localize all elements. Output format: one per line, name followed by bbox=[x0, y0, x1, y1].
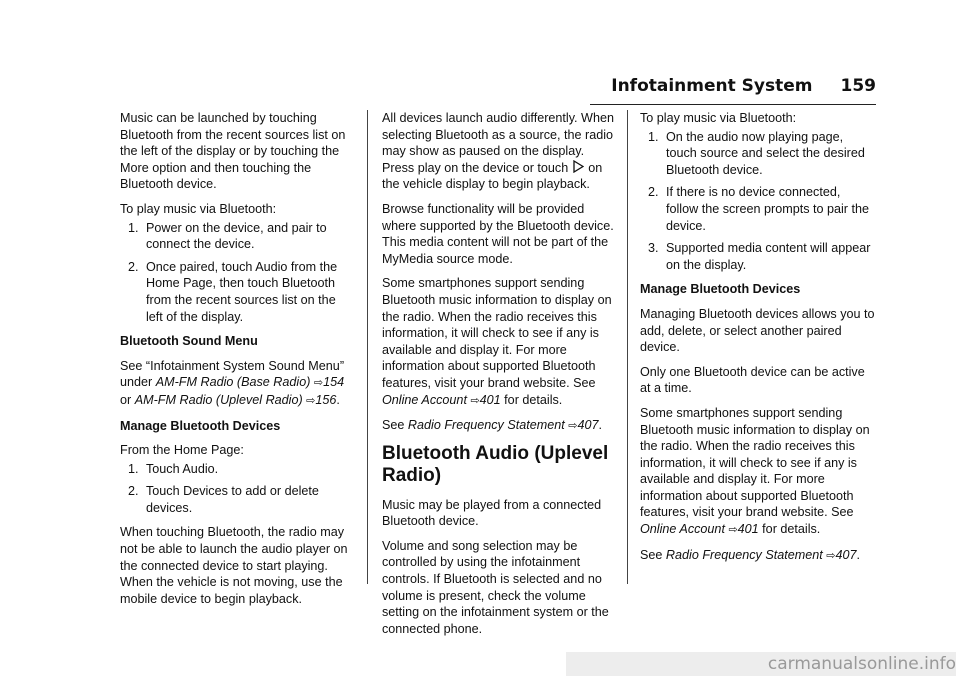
column-2 bbox=[382, 110, 616, 645]
steps-list bbox=[640, 129, 876, 274]
paragraph: See “Infotainment System Sound Menu” under AM-FM Radio (Base Radio) ⇨154 or AM-FM Radio (Uplevel Radio) ⇨156. bbox=[120, 358, 345, 407]
section-title: Infotainment System bbox=[611, 76, 813, 96]
paragraph: Music can be launched by touching Bluetooth from the recent sources list on the left of the display or by touching the More option and then touching the Bluetooth device. bbox=[120, 111, 346, 192]
paragraph: Only one Bluetooth device can be active at a time. bbox=[640, 364, 865, 396]
page-arrow-icon: ⇨ bbox=[728, 524, 738, 537]
paragraph: Music may be played from a connected Bluetooth device. bbox=[382, 497, 602, 529]
page-reference[interactable]: 154 bbox=[323, 375, 345, 390]
list-item: 2. Once paired, touch Audio from the Home Page, then touch Bluetooth from the recent sources list on the left of the display. bbox=[128, 259, 338, 324]
page-reference[interactable]: 401 bbox=[479, 392, 501, 407]
list-item: 3. Supported media content will appear on the display. bbox=[648, 241, 871, 272]
list-item: 2. If there is no device connected, follow the screen prompts to pair the device. bbox=[648, 185, 870, 233]
page-reference[interactable]: 156 bbox=[315, 392, 337, 407]
cross-reference-link[interactable]: Radio Frequency Statement bbox=[665, 547, 823, 562]
subheading: Manage Bluetooth Devices bbox=[120, 418, 281, 433]
header-rule bbox=[590, 104, 876, 105]
cross-reference-link[interactable]: AM-FM Radio (Base Radio) bbox=[155, 375, 311, 390]
page-arrow-icon: ⇨ bbox=[826, 549, 836, 562]
paragraph: From the Home Page: bbox=[120, 443, 244, 458]
page-arrow-icon: ⇨ bbox=[470, 394, 480, 407]
paragraph: When touching Bluetooth, the radio may not be able to launch the audio player on the connected device to start playing. When the vehicle is not moving, use the mobile device to begin playback. bbox=[120, 525, 348, 606]
page-header bbox=[600, 76, 876, 102]
paragraph: To play music via Bluetooth: bbox=[640, 111, 797, 125]
paragraph: See Radio Frequency Statement ⇨407. bbox=[382, 418, 602, 433]
cross-reference-link[interactable]: Online Account bbox=[382, 392, 467, 407]
paragraph: Some smartphones support sending Bluetooth music information to display on the radio. When the radio receives this information, it will check to see if any is available and display it. For more information about supported Bluetooth features, visit your brand website. See Online Account ⇨401 for details. bbox=[640, 405, 870, 537]
list-item: 2. Touch Devices to add or delete devices. bbox=[128, 484, 319, 515]
paragraph: Some smartphones support sending Bluetooth music information to display on the radio. When the radio receives this information, it will check to see if any is available and display it. For more information about supported Bluetooth features, visit your brand website. See Online Account ⇨401 for details. bbox=[382, 276, 612, 407]
column-divider-2 bbox=[627, 110, 628, 584]
page-reference[interactable]: 407 bbox=[577, 418, 599, 433]
column-3 bbox=[640, 110, 876, 572]
page-arrow-icon: ⇨ bbox=[306, 394, 316, 407]
page-number: 159 bbox=[840, 76, 876, 96]
list-item: 1. Touch Audio. bbox=[128, 461, 219, 476]
list-item: 1. On the audio now playing page, touch source and select the desired Bluetooth device. bbox=[648, 129, 865, 177]
cross-reference-link[interactable]: AM-FM Radio (Uplevel Radio) bbox=[134, 392, 303, 407]
paragraph: Browse functionality will be provided where supported by the Bluetooth device. This media content will not be part of the MyMedia source mode. bbox=[382, 201, 614, 266]
watermark-text: carmanualsonline.info bbox=[767, 654, 956, 674]
subheading: Manage Bluetooth Devices bbox=[640, 282, 801, 297]
steps-list bbox=[120, 461, 352, 517]
section-heading: Bluetooth Audio (Uplevel Radio) bbox=[382, 442, 609, 486]
paragraph: See Radio Frequency Statement ⇨407. bbox=[640, 547, 860, 562]
cross-reference-link[interactable]: Radio Frequency Statement bbox=[407, 418, 565, 433]
list-item: 1. Power on the device, and pair to connect the device. bbox=[128, 220, 327, 252]
paragraph: Volume and song selection may be controlled by using the infotainment controls. If Bluetooth is selected and no volume is present, check the volume setting on the infotainment system or the connected phone. bbox=[382, 538, 609, 636]
column-1 bbox=[120, 110, 352, 615]
play-icon bbox=[573, 160, 584, 173]
paragraph: All devices launch audio differently. When selecting Bluetooth as a source, the radio may show as paused on the display. Press play on the device or touch on the vehicle display to begin playback. bbox=[382, 111, 614, 192]
column-divider-1 bbox=[367, 110, 368, 584]
page-reference[interactable]: 407 bbox=[835, 547, 857, 562]
cross-reference-link[interactable]: Online Account bbox=[640, 522, 725, 537]
watermark-banner bbox=[566, 652, 956, 676]
page-arrow-icon: ⇨ bbox=[313, 377, 324, 390]
subheading: Bluetooth Sound Menu bbox=[120, 334, 258, 349]
page-reference[interactable]: 401 bbox=[737, 522, 759, 537]
steps-list bbox=[120, 220, 352, 326]
paragraph: Managing Bluetooth devices allows you to add, delete, or select another paired device. bbox=[640, 306, 875, 355]
page-arrow-icon: ⇨ bbox=[568, 420, 578, 433]
paragraph: To play music via Bluetooth: bbox=[120, 201, 277, 216]
